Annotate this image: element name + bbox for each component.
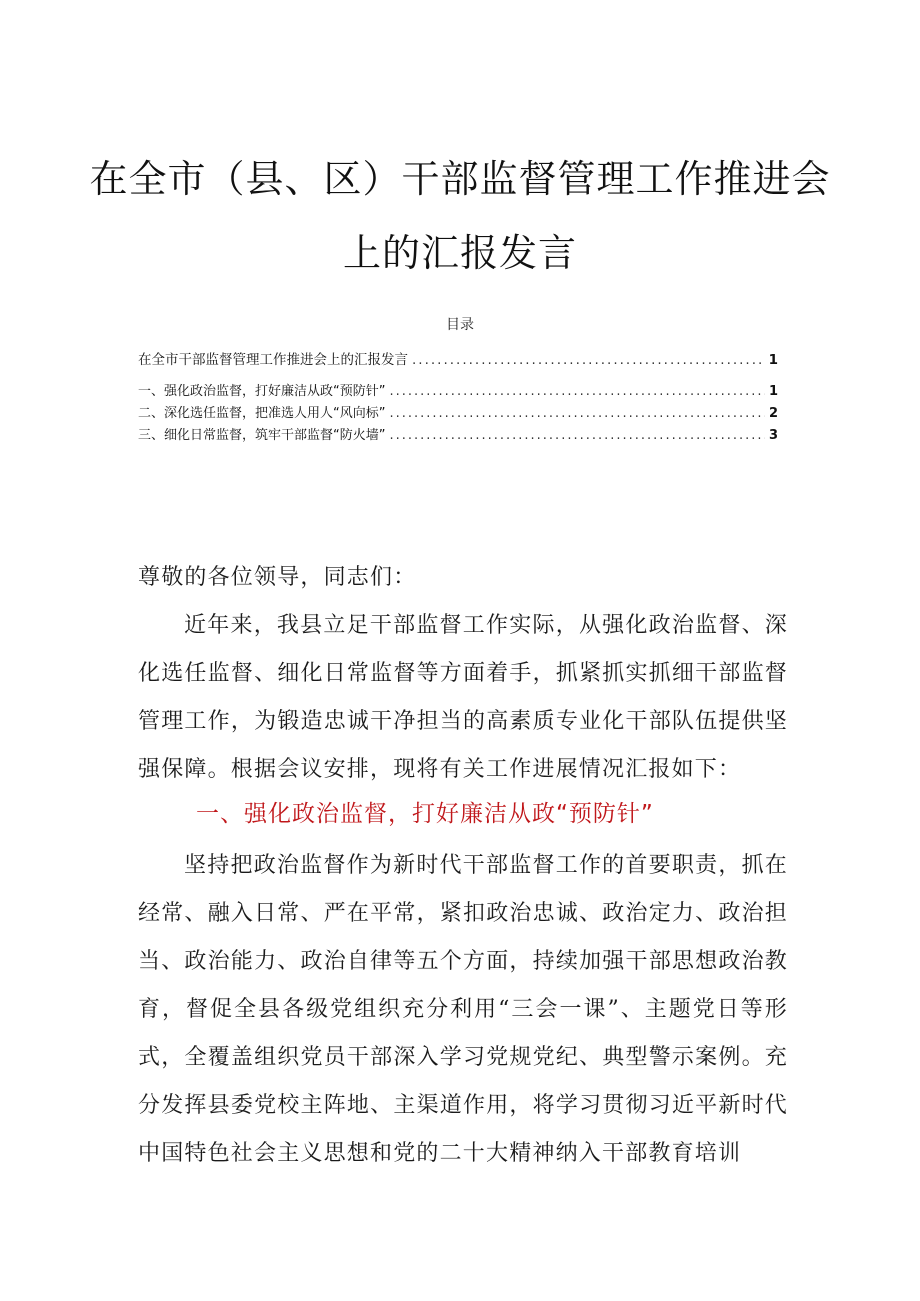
toc-leader-dots bbox=[389, 384, 764, 399]
toc-entry-text: 三、细化日常监督，筑牢干部监督“防火墙” bbox=[138, 428, 386, 443]
section-1-heading: 一、强化政治监督，打好廉洁从政“预防针” bbox=[196, 801, 654, 827]
toc-leader-dots bbox=[389, 428, 764, 443]
table-of-contents bbox=[138, 348, 778, 446]
toc-entry-page: 1 bbox=[768, 384, 778, 399]
toc-entry-page: 3 bbox=[768, 428, 778, 443]
document-title-line-1: 在全市（县、区）干部监督管理工作推进会 bbox=[89, 157, 831, 201]
toc-entry-text: 一、强化政治监督，打好廉洁从政“预防针” bbox=[138, 384, 386, 399]
document-title-line-2: 上的汇报发言 bbox=[342, 231, 577, 275]
toc-entry[interactable] bbox=[138, 402, 778, 424]
toc-entry-page: 1 bbox=[768, 352, 778, 368]
salutation: 尊敬的各位领导，同志们： bbox=[138, 565, 417, 590]
toc-entry-page: 2 bbox=[768, 406, 778, 421]
section-1-paragraph: 坚持把政治监督作为新时代干部监督工作的首要职责，抓在经常、融入日常、严在平常，紧扣政治忠诚、政治定力、政治担当、政治能力、政治自律等五个方面，持续加强干部思想政治教育，督促全县各级党组织充分利用“三会一课”、主题党日等形式，全覆盖组织党员干部深入学习党规党纪、典型警示案例。充分发挥县委党校主阵地、主渠道作用，将学习贯彻习近平新时代中国特色社会主义思想和党的二十大精神纳入干部教育培训 bbox=[138, 853, 788, 1166]
toc-leader-dots bbox=[389, 406, 764, 421]
intro-paragraph: 近年来，我县立足干部监督工作实际，从强化政治监督、深化选任监督、细化日常监督等方面着手，抓紧抓实抓细干部监督管理工作，为锻造忠诚干净担当的高素质专业化干部队伍提供坚强保障。根据会议安排，现将有关工作进展情况汇报如下： bbox=[138, 613, 788, 782]
toc-entry[interactable] bbox=[138, 348, 778, 380]
toc-entry[interactable] bbox=[138, 424, 778, 446]
toc-leader-dots bbox=[412, 352, 765, 368]
toc-heading: 目录 bbox=[446, 317, 474, 333]
toc-entry-text: 在全市干部监督管理工作推进会上的汇报发言 bbox=[138, 352, 408, 368]
toc-entry-text: 二、深化选任监督，把准选人用人“风向标” bbox=[138, 406, 386, 421]
toc-entry[interactable] bbox=[138, 380, 778, 402]
